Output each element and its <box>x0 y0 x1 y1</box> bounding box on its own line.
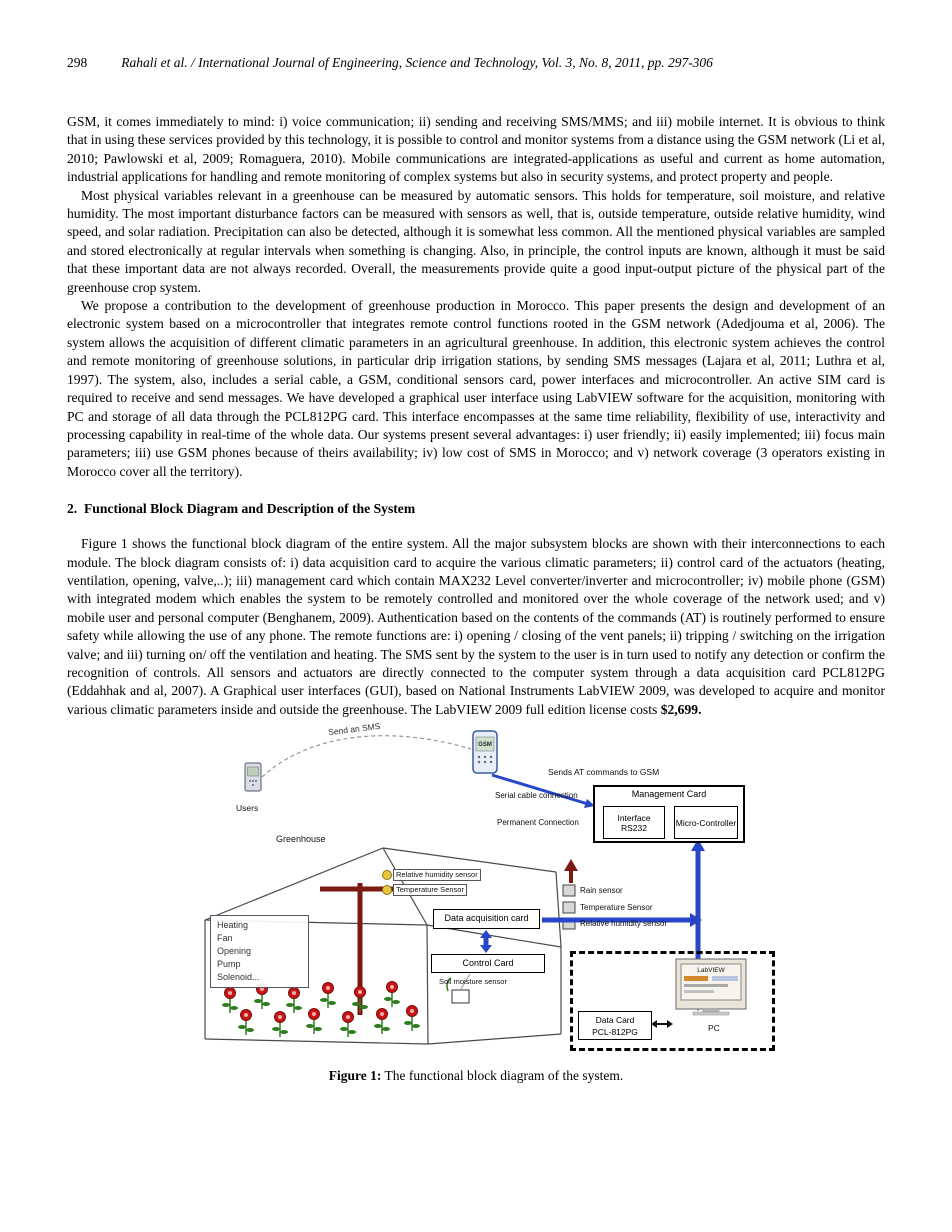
management-card-title: Management Card <box>631 789 707 800</box>
page-header <box>67 55 885 71</box>
actuators-box <box>210 915 309 988</box>
control-card-box: Control Card <box>431 954 545 973</box>
actuator-item: Solenoid... <box>217 972 260 983</box>
outside-sensor-arrow <box>564 859 578 883</box>
temperature-sensor-label: Temperature Sensor <box>393 884 467 896</box>
greenhouse-label: Greenhouse <box>276 834 326 845</box>
paragraph-4-text: Figure 1 shows the functional block diagram of the entire system. All the major subsystem blocks are shown with their interconnections to each module. The block diagram consists of: i) data acquisition card to acquire the various climatic parameters; ii) control card of the actuators (heating, ventilation, opening, valve,..); iii) management card which contain MAX232 Level converter/inverter and microcontroller; iv) mobile phone (GSM) with integrated modem which enables the system to be remotely controlled and monitored over the whole coverage of the network used; and v) mobile user and personal computer (Benghanem, 2009). Authentication based on the contents of the commands (AT) is routinely performed to ensure safety while allowing the use of any phone. The remote functions are: i) opening / closing of the vent panels; ii) tripping / switching on the irrigation valve; and iii) turning on/ off the ventilation and heating. The SMS sent by the system to the user is in turn used to notify any detection or confirm the recognition of controls. All sensors and actuators are directly connected to the computer system through a data acquisition card PCL812PG (Eddahhak and al, 2007). A Graphical user interfaces (GUI), based on National Instruments LabVIEW 2009, was developed to acquire and monitor various climatic parameters inside and outside the greenhouse. The LabVIEW 2009 full edition license costs <box>67 536 885 717</box>
send-sms-label: Send an SMS <box>327 721 381 738</box>
running-title: Rahali et al. / International Journal of Engineering, Science and Technology, Vol. 3, No. 8, 2011, pp. 297-306 <box>121 55 713 70</box>
figure-1-diagram <box>190 723 790 1058</box>
data-acquisition-card-box: Data acquisition card <box>433 909 540 929</box>
figure-caption-text: The functional block diagram of the system. <box>384 1068 624 1084</box>
page-number: 298 <box>67 55 88 70</box>
gsm-phone-label: GSM <box>478 742 492 749</box>
soil-sensor-box-icon <box>452 990 469 1003</box>
soil-moisture-sensor-label: Soil moisture sensor <box>439 977 507 987</box>
actuator-item: Opening <box>217 946 252 957</box>
outside-temperature-sensor-label: Temperature Sensor <box>580 903 653 913</box>
management-card-box <box>593 785 745 843</box>
sends-at-commands-label: Sends AT commands to GSM <box>548 767 660 778</box>
labview-price: $2,699. <box>660 701 702 717</box>
flowers-icon <box>222 982 420 1038</box>
users-label: Users <box>236 803 259 814</box>
outside-relative-humidity-sensor-label: Relative humidity sensor <box>580 919 668 929</box>
figure-caption <box>67 1068 885 1084</box>
labview-screen-label: LabVIEW <box>697 967 725 975</box>
paragraph-1: GSM, it comes immediately to mind: i) voice communication; ii) sending and receiving SMS/MMS; and iii) mobile internet. It is obvious to think that in using these services provided by this technology, it is possible to control and monitor systems from a distance using the GSM network (Li et al, 2010; Pawlowski et al, 2009; Romaguera, 2010). Mobile communications are integrated-applications as useful and current as home automation, industrial applications for handling and remote monitoring of complex systems but also in security systems, and protect property and people. <box>67 114 885 185</box>
user-phone-icon <box>245 763 261 791</box>
paragraph-2: Most physical variables relevant in a greenhouse can be measured by automatic sensors. This holds for temperature, soil moisture, and relative humidity. The most important disturbance factors can be measured with sensors as well, that is, outside temperature, outside relative humidity, wind speed, and solar radiation. Precipitation can also be detected, although it is somewhat less common. All the mentioned physical variables are sampled and stored electronically at regular intervals when something is changing. Also, in principle, the control inputs are known, although it must be said that these important data are not always recorded. Overall, the measurements provide quite a good input-output picture of the physical part of the greenhouse crop system. <box>67 187 885 295</box>
gsm-phone-icon <box>473 731 497 773</box>
humidity-sensor-dot-icon <box>383 871 392 880</box>
interface-rs232-box: Interface RS232 <box>603 806 665 839</box>
micro-controller-box: Micro-Controller <box>674 806 738 839</box>
actuator-item: Heating <box>217 920 249 931</box>
paragraph-4 <box>67 535 885 719</box>
data-card-box <box>578 1011 652 1040</box>
rain-sensor-label: Rain sensor <box>580 886 623 896</box>
relative-humidity-sensor-label: Relative humidity sensor <box>393 869 481 881</box>
actuator-item: Pump <box>217 959 241 970</box>
temperature-sensor-dot-icon <box>383 886 392 895</box>
data-card-line2: PCL-812PG <box>592 1027 638 1038</box>
actuator-item: Fan <box>217 933 233 944</box>
section-heading: 2. Functional Block Diagram and Description of the System <box>67 501 416 517</box>
figure-caption-label: Figure 1: <box>328 1068 382 1084</box>
serial-cable-connection-label: Serial cable connection <box>495 791 578 801</box>
sms-dashed-path <box>262 736 471 777</box>
pc-label: PC <box>708 1023 720 1034</box>
paragraph-3: We propose a contribution to the development of greenhouse production in Morocco. This paper presents the design and development of an electronic system based on a microcontroller that integrates remote control functions rooted in the GSM network (Adedjouma et al, 2006). The system allows the acquisition of different climatic parameters in an agricultural greenhouse. In addition, this electronic system achieves the control and remote monitoring of greenhouse solutions, in particular drip irrigation stations, by sending SMS messages (Lajara et al, 2011; Luthra et al, 1997). The system, also, includes a serial cable, a GSM, conditional sensors card, power interfaces and microcontroller. An active SIM card is required to receive and send messages. We have developed a graphical user interface using LabVIEW software for the acquisition, monitoring with PC and storage of all data through the PCL812PG card. This interface encompasses at the same time reliability, flexibility of use, interactivity and processing capability in real-time of the whole data. Our systems present several advantages: i) user friendly; ii) easily implemented; iii) focus main parameters; iii) use GSM phones because of theirs availability; iv) low cost of SMS in Morocco; and v) network coverage (3 operators existing in Morocco cover all the territory). <box>67 298 885 479</box>
permanent-connection-label: Permanent Connection <box>497 818 579 828</box>
data-card-line1: Data Card <box>595 1015 635 1026</box>
